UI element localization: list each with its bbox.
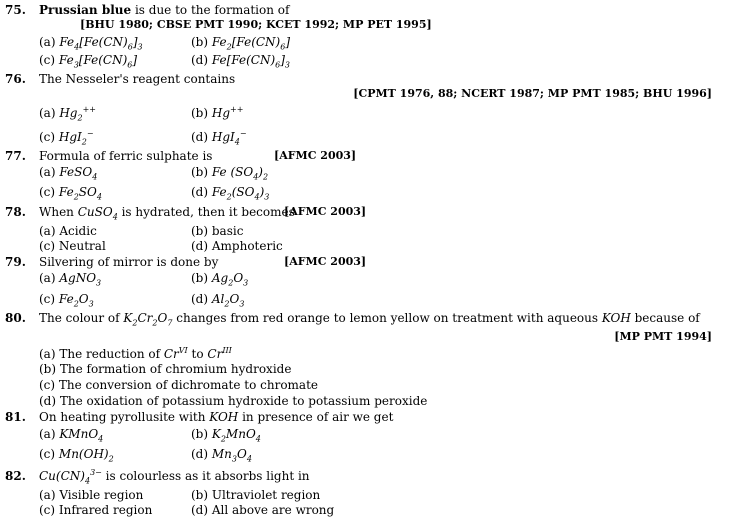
option-d[interactable]: (d) $Al_2O_3$ — [191, 292, 245, 309]
option-b[interactable]: (b) Ultraviolet region — [191, 488, 321, 502]
option-a[interactable]: (a) Acidic — [39, 224, 97, 238]
question-number: 78. — [5, 205, 26, 219]
option-a[interactable]: (a) KMnO$_4$ — [39, 427, 104, 444]
option-c[interactable]: (c) Infrared region — [39, 503, 153, 517]
option-d[interactable]: (d) All above are wrong — [191, 503, 335, 517]
option-b[interactable]: (b) Fe $(SO_4)_2$ — [191, 165, 269, 182]
question-stem: The colour of $K_2Cr_2O_7$ changes from red orange to lemon yellow on treatment with aqueous KOH because of — [39, 311, 700, 328]
option-a[interactable]: (a) The reduction of $Cr^{VI}$ to $Cr^{III}$ — [39, 346, 232, 361]
option-b[interactable]: (b) $K_2MnO_4$ — [191, 427, 261, 444]
question-number: 79. — [5, 255, 26, 269]
option-c[interactable]: (c) $Fe_2SO_4$ — [39, 185, 102, 202]
question-number: 77. — [5, 149, 26, 163]
question-number: 81. — [5, 410, 26, 424]
option-b[interactable]: (b) $Ag_2O_3$ — [191, 271, 249, 288]
exam-reference: [BHU 1980; CBSE PMT 1990; KCET 1992; MP PET 1995] — [80, 18, 432, 31]
question-number: 80. — [5, 311, 26, 325]
option-d[interactable]: (d) $Fe[Fe(CN)_6]_3$ — [191, 53, 291, 70]
option-d[interactable]: (d) The oxidation of potassium hydroxide to potassium peroxide — [39, 394, 428, 408]
option-c[interactable]: (c) $Fe_2O_3$ — [39, 292, 94, 309]
option-a[interactable]: (a) Visible region — [39, 488, 144, 502]
option-d[interactable]: (d) Amphoteric — [191, 239, 283, 253]
question-stem: Silvering of mirror is done by — [39, 255, 219, 269]
option-b[interactable]: (b) basic — [191, 224, 244, 238]
question-stem: Prussian blue is due to the formation of — [39, 3, 290, 17]
option-a[interactable]: (a) $Fe_4[Fe(CN)_6]_3$ — [39, 35, 143, 52]
stem-bold: Prussian blue — [39, 3, 132, 17]
question-number: 82. — [5, 469, 26, 483]
question-stem: The Nesseler's reagent contains — [39, 72, 236, 86]
exam-reference: [MP PMT 1994] — [614, 330, 712, 343]
exam-reference: [CPMT 1976, 88; NCERT 1987; MP PMT 1985; BHU 1996] — [353, 87, 712, 100]
option-c[interactable]: (c) $Fe_3[Fe(CN)_6]$ — [39, 53, 138, 70]
exam-reference: [AFMC 2003] — [284, 205, 367, 218]
question-stem: $Cu(CN)_4^{3-}$ is colourless as it absorbs light in — [39, 468, 310, 486]
option-a[interactable]: (a) $Hg_2^{++}$ — [39, 105, 96, 123]
option-b[interactable]: (b) The formation of chromium hydroxide — [39, 362, 292, 376]
option-c[interactable]: (c) Neutral — [39, 239, 106, 253]
option-c[interactable]: (c) $Mn(OH)_2$ — [39, 447, 114, 464]
option-c[interactable]: (c) The conversion of dichromate to chromate — [39, 378, 319, 392]
exam-reference: [AFMC 2003] — [274, 149, 357, 162]
option-d[interactable]: (d) $Fe_2(SO_4)_3$ — [191, 185, 270, 202]
option-d[interactable]: (d) HgI$_4$− — [191, 129, 247, 147]
option-c[interactable]: (c) HgI$_2$− — [39, 129, 94, 147]
option-a[interactable]: (a) FeSO$_4$ — [39, 165, 98, 182]
option-b[interactable]: (b) Hg++ — [191, 105, 244, 120]
option-b[interactable]: (b) $Fe_2[Fe(CN)_6]$ — [191, 35, 291, 52]
option-d[interactable]: (d) $Mn_3O_4$ — [191, 447, 252, 464]
option-a[interactable]: (a) AgNO$_3$ — [39, 271, 102, 288]
question-stem: Formula of ferric sulphate is — [39, 149, 213, 163]
question-number: 76. — [5, 72, 26, 86]
exam-reference: [AFMC 2003] — [284, 255, 367, 268]
question-stem: On heating pyrollusite with KOH in presence of air we get — [39, 410, 394, 424]
question-stem: When CuSO$_4$ is hydrated, then it becomes — [39, 205, 295, 222]
question-number: 75. — [5, 3, 26, 17]
